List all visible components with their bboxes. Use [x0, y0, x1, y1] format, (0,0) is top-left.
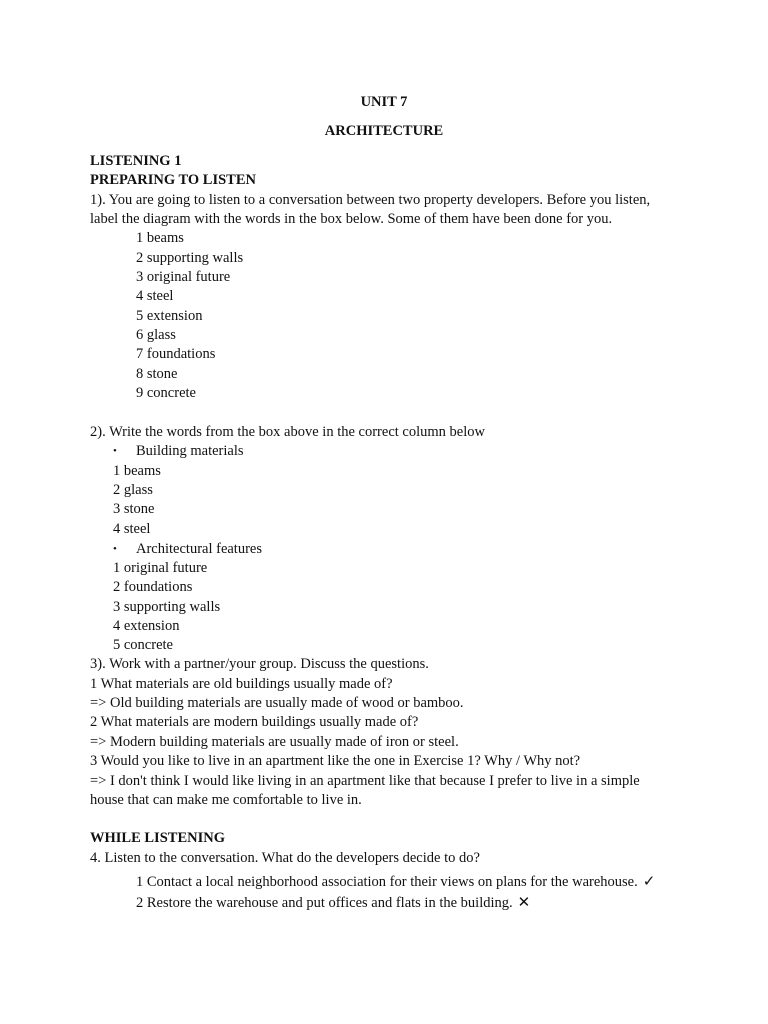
bullet-icon: •: [113, 445, 117, 457]
building-materials-label: Building materials: [136, 443, 244, 459]
building-material-item: 1 beams: [113, 463, 161, 479]
topic-title: ARCHITECTURE: [324, 123, 444, 139]
word-list-item: 4 steel: [136, 288, 174, 304]
word-list-item: 8 stone: [136, 366, 178, 382]
preparing-heading: PREPARING TO LISTEN: [90, 172, 256, 188]
ex1-instruction-line2: label the diagram with the words in the box below. Some of them have been done for you.: [90, 211, 613, 227]
ex3-question-2: 2 What materials are modern buildings usually made of?: [90, 714, 419, 730]
architectural-feature-item: 1 original future: [113, 560, 208, 576]
ex3-instruction: 3). Work with a partner/your group. Discuss the questions.: [90, 656, 429, 672]
cross-mark-icon: ✕: [517, 893, 531, 911]
architectural-features-label: Architectural features: [136, 541, 262, 557]
architectural-feature-item: 4 extension: [113, 618, 180, 634]
word-list-item: 7 foundations: [136, 346, 216, 362]
architectural-feature-item: 2 foundations: [113, 579, 193, 595]
word-list-item: 5 extension: [136, 308, 203, 324]
ex3-answer-3-line2: house that can make me comfortable to live in.: [90, 792, 362, 808]
ex3-answer-2: => Modern building materials are usually made of iron or steel.: [90, 734, 459, 750]
ex3-question-3: 3 Would you like to live in an apartment like the one in Exercise 1? Why / Why not?: [90, 753, 581, 769]
ex3-answer-1: => Old building materials are usually made of wood or bamboo.: [90, 695, 464, 711]
word-list-item: 6 glass: [136, 327, 176, 343]
word-list-item: 2 supporting walls: [136, 250, 244, 266]
architectural-feature-item: 5 concrete: [113, 637, 173, 653]
building-material-item: 3 stone: [113, 501, 155, 517]
unit-title: UNIT 7: [360, 94, 408, 110]
building-material-item: 4 steel: [113, 521, 151, 537]
ex4-option-1: [136, 872, 655, 891]
ex3-answer-3-line1: => I don't think I would like living in an apartment like that because I prefer to live in a simple: [90, 773, 640, 789]
ex4-option-1-text: 1 Contact a local neighborhood association for their views on plans for the warehouse.: [136, 874, 638, 890]
word-list-item: 9 concrete: [136, 385, 196, 401]
ex1-instruction-line1: 1). You are going to listen to a conversation between two property developers. Before you listen,: [90, 192, 651, 208]
building-material-item: 2 glass: [113, 482, 153, 498]
word-list-item: 1 beams: [136, 230, 184, 246]
ex4-option-2-text: 2 Restore the warehouse and put offices and flats in the building.: [136, 895, 513, 911]
ex4-option-2: [136, 893, 530, 912]
listening-heading: LISTENING 1: [90, 153, 182, 169]
check-mark-icon: ✓: [642, 872, 656, 890]
architectural-feature-item: 3 supporting walls: [113, 599, 221, 615]
word-list-item: 3 original future: [136, 269, 231, 285]
architectural-features-bullet: [113, 541, 262, 558]
ex2-instruction: 2). Write the words from the box above in the correct column below: [90, 424, 485, 440]
bullet-icon: •: [113, 543, 117, 555]
ex4-instruction: 4. Listen to the conversation. What do the developers decide to do?: [90, 850, 480, 866]
ex3-question-1: 1 What materials are old buildings usually made of?: [90, 676, 393, 692]
while-listening-heading: WHILE LISTENING: [90, 830, 225, 846]
building-materials-bullet: [113, 443, 244, 460]
